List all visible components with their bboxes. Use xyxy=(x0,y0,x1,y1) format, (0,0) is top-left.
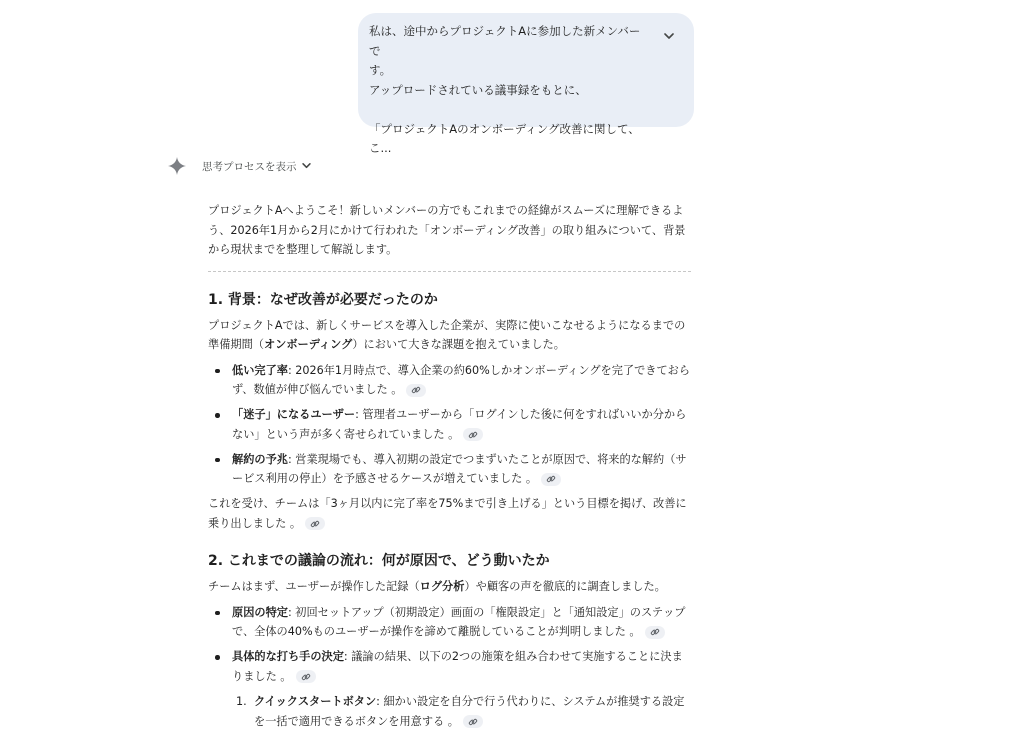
user-message-line: す。 xyxy=(369,63,392,77)
bullet-text: : 管理者ユーザーから「ログインした後に何をすればいいか分からない」という声が多く寄せられていました 。 xyxy=(232,408,687,441)
bullet-list xyxy=(208,361,691,489)
bullet-label: 具体的な打ち手の決定 xyxy=(232,650,344,663)
user-message-line: 「プロジェクトAのオンボーディング改善に関して、こ... xyxy=(369,121,640,155)
list-item xyxy=(208,361,691,400)
bullet-text: : 営業現場でも、導入初期の設定でつまずいたことが原因で、将来的な解約（サービス利用の停止）を予感させるケースが増えていました 。 xyxy=(232,452,687,485)
bullet-label: 「迷子」になるユーザー xyxy=(232,408,356,421)
list-number: 1. xyxy=(236,695,247,708)
section-heading: 2. これまでの議論の流れ：何が原因で、どう動いたか xyxy=(208,553,550,569)
link-icon xyxy=(310,519,320,529)
numbered-list xyxy=(232,692,691,731)
bullet-label: 解約の予兆 xyxy=(232,452,288,466)
list-item xyxy=(208,647,691,731)
link-icon xyxy=(411,385,421,395)
chevron-down-icon xyxy=(302,163,311,169)
list-item xyxy=(208,405,691,444)
link-icon xyxy=(468,717,478,727)
source-link-button[interactable] xyxy=(541,473,561,486)
chevron-down-icon xyxy=(664,33,674,40)
show-thinking-label: 思考プロセスを表示 xyxy=(202,160,297,173)
source-link-button[interactable] xyxy=(463,715,483,728)
link-icon xyxy=(650,627,660,637)
section-intro: プロジェクトAでは、新しくサービスを導入した企業が、実際に使いこなせるようになるまでの準備期間（オンボーディング）において大きな課題を抱えていました。 xyxy=(208,318,686,351)
user-message-line: 私は、途中からプロジェクトAに参加した新メンバーで xyxy=(369,24,641,58)
list-item xyxy=(208,603,691,642)
link-icon xyxy=(301,672,311,682)
list-item xyxy=(208,450,691,489)
link-icon xyxy=(546,474,556,484)
bullet-text: : 初回セットアップ（初期設定）画面の「権限設定」と「通知設定」のステップで、全体の40%ものユーザーが操作を諦めて離脱していることが判明しました 。 xyxy=(232,605,686,638)
source-link-button[interactable] xyxy=(406,384,426,397)
section-heading: 1. 背景：なぜ改善が必要だったのか xyxy=(208,291,438,308)
bullet-text: : 議論の結果、以下の2つの施策を組み合わせて実施することに決まりました 。 xyxy=(232,650,683,683)
response-intro: プロジェクトAへようこそ！新しいメンバーの方でもこれまでの経緯がスムーズに理解できるよう、2026年1月から2月にかけて行われた「オンボーディング改善」の取り組みについて、背景から現状までを整理して解説します。 xyxy=(208,204,686,256)
thinking-row xyxy=(166,155,311,177)
source-link-button[interactable] xyxy=(645,626,665,639)
bullet-list xyxy=(208,603,691,732)
source-link-button[interactable] xyxy=(463,428,483,441)
source-link-button[interactable] xyxy=(305,517,325,530)
list-item xyxy=(232,692,691,731)
section-intro: チームはまず、ユーザーが操作した記録（ログ分析）や顧客の声を徹底的に調査しました。 xyxy=(208,580,666,593)
step-text: : 細かい設定を自分で行う代わりに、システムが推奨する設定を一括で適用できるボタンを用意する 。 xyxy=(254,695,685,728)
bullet-label: 原因の特定 xyxy=(232,605,288,619)
sparkle-icon xyxy=(166,155,188,177)
show-thinking-toggle[interactable] xyxy=(202,159,311,174)
user-message-bubble xyxy=(358,13,694,155)
assistant-response xyxy=(208,201,691,737)
divider xyxy=(208,271,691,272)
section-conclusion: これを受け、チームは「3ヶ月以内に完了率を75%まで引き上げる」という目標を掲げ、改善に乗り出しました 。 xyxy=(208,497,687,530)
user-message-line: アップロードされている議事録をもとに、 xyxy=(369,82,587,97)
expand-message-button[interactable] xyxy=(660,27,678,45)
link-icon xyxy=(468,430,478,440)
step-label: クイックスタートボタン xyxy=(254,695,377,708)
bullet-text: : 2026年1月時点で、導入企業の約60%しかオンボーディングを完了できておらず、数値が伸び悩んでいました 。 xyxy=(232,363,691,396)
bullet-label: 低い完了率 xyxy=(232,363,288,377)
source-link-button[interactable] xyxy=(296,670,316,683)
